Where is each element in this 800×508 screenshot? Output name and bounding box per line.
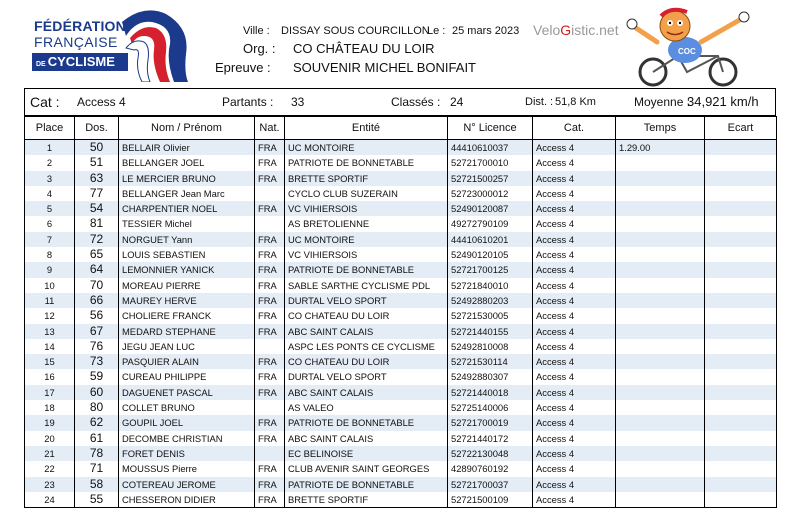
cell-cat: Access 4: [533, 155, 616, 170]
cell-place: 22: [25, 461, 75, 476]
cell-nat: FRA: [255, 385, 285, 400]
org-value: CO CHÂTEAU DU LOIR: [293, 41, 435, 56]
cell-cat: Access 4: [533, 324, 616, 339]
cell-cat: Access 4: [533, 232, 616, 247]
cell-nom-prenom: BELLAIR Olivier: [119, 140, 255, 156]
cell-place: 24: [25, 492, 75, 508]
col-header-temps: Temps: [616, 117, 705, 140]
cell-place: 18: [25, 400, 75, 415]
table-row: [25, 216, 777, 231]
velogistic-brand: VeloGistic.net: [533, 22, 619, 38]
cell-place: 8: [25, 247, 75, 262]
cell-dossard: 70: [75, 278, 119, 293]
cell-licence: 52721440155: [448, 324, 533, 339]
cell-licence: 52490120105: [448, 247, 533, 262]
cell-temps: [616, 232, 705, 247]
cell-entite: CO CHATEAU DU LOIR: [285, 354, 448, 369]
cell-ecart: [705, 293, 777, 308]
cell-nat: [255, 446, 285, 461]
cell-ecart: [705, 354, 777, 369]
table-row: [25, 247, 777, 262]
cell-entite: CLUB AVENIR SAINT GEORGES: [285, 461, 448, 476]
org-label: Org. :: [243, 41, 276, 56]
cell-entite: PATRIOTE DE BONNETABLE: [285, 155, 448, 170]
col-header-cat: Cat.: [533, 117, 616, 140]
cell-licence: 52721700019: [448, 415, 533, 430]
cell-ecart: [705, 140, 777, 156]
cell-ecart: [705, 201, 777, 216]
cell-temps: [616, 446, 705, 461]
cell-nat: FRA: [255, 431, 285, 446]
cell-nom-prenom: DECOMBE CHRISTIAN: [119, 431, 255, 446]
cell-entite: DURTAL VELO SPORT: [285, 293, 448, 308]
cell-temps: [616, 354, 705, 369]
table-row: [25, 140, 777, 156]
cell-nat: FRA: [255, 155, 285, 170]
cell-cat: Access 4: [533, 492, 616, 508]
cell-nat: FRA: [255, 171, 285, 186]
classes-value: 24: [450, 95, 464, 109]
cell-dossard: 66: [75, 293, 119, 308]
cell-nom-prenom: CHOLIERE FRANCK: [119, 308, 255, 323]
cell-ecart: [705, 308, 777, 323]
race-stats-bar: [24, 88, 776, 116]
date-label: Le :: [427, 25, 446, 37]
cell-cat: Access 4: [533, 400, 616, 415]
cell-entite: PATRIOTE DE BONNETABLE: [285, 477, 448, 492]
cell-dossard: 67: [75, 324, 119, 339]
cyclist-mascot-icon: [623, 6, 753, 88]
col-header-licence: N° Licence: [448, 117, 533, 140]
ville-label: Ville :: [243, 25, 270, 37]
cell-ecart: [705, 155, 777, 170]
cell-entite: AS BRETOLIENNE: [285, 216, 448, 231]
cell-cat: Access 4: [533, 477, 616, 492]
col-header-dossard: Dos.: [75, 117, 119, 140]
cell-temps: [616, 308, 705, 323]
cell-licence: 52721700010: [448, 155, 533, 170]
cell-licence: 52721500109: [448, 492, 533, 508]
table-row: [25, 232, 777, 247]
partants-label: Partants :: [222, 95, 274, 109]
cell-entite: DURTAL VELO SPORT: [285, 369, 448, 384]
cell-dossard: 64: [75, 262, 119, 277]
table-header-row: [25, 117, 777, 140]
cell-licence: 52721440172: [448, 431, 533, 446]
cell-entite: ABC SAINT CALAIS: [285, 385, 448, 400]
cell-nat: FRA: [255, 232, 285, 247]
dist-value: 51,8 Km: [555, 96, 596, 108]
cell-licence: 52492810008: [448, 339, 533, 354]
cell-cat: Access 4: [533, 339, 616, 354]
cell-nat: FRA: [255, 308, 285, 323]
cell-licence: 52721700125: [448, 262, 533, 277]
cell-entite: VC VIHIERSOIS: [285, 247, 448, 262]
cell-temps: [616, 155, 705, 170]
cell-cat: Access 4: [533, 201, 616, 216]
cell-dossard: 59: [75, 369, 119, 384]
cell-nat: FRA: [255, 278, 285, 293]
cell-nat: FRA: [255, 369, 285, 384]
cell-entite: ASPC LES PONTS CE CYCLISME: [285, 339, 448, 354]
cell-place: 12: [25, 308, 75, 323]
cell-dossard: 55: [75, 492, 119, 508]
epreuve-label: Epreuve :: [215, 60, 271, 75]
cell-place: 14: [25, 339, 75, 354]
col-header-ecart: Ecart: [705, 117, 777, 140]
cell-ecart: [705, 492, 777, 508]
cell-cat: Access 4: [533, 278, 616, 293]
cell-place: 19: [25, 415, 75, 430]
cell-licence: 52490120087: [448, 201, 533, 216]
cell-nom-prenom: DAGUENET PASCAL: [119, 385, 255, 400]
cell-nom-prenom: CHARPENTIER NOEL: [119, 201, 255, 216]
col-header-nat: Nat.: [255, 117, 285, 140]
cat-value: Access 4: [77, 95, 126, 109]
cell-nat: FRA: [255, 415, 285, 430]
table-row: [25, 324, 777, 339]
cell-cat: Access 4: [533, 171, 616, 186]
table-row: [25, 262, 777, 277]
cell-nom-prenom: COLLET BRUNO: [119, 400, 255, 415]
col-header-nom-prenom: Nom / Prénom: [119, 117, 255, 140]
table-row: [25, 492, 777, 508]
cell-place: 13: [25, 324, 75, 339]
cell-dossard: 77: [75, 186, 119, 201]
table-row: [25, 293, 777, 308]
cell-cat: Access 4: [533, 140, 616, 156]
cell-place: 9: [25, 262, 75, 277]
logo-band-prefix: DE: [36, 61, 46, 68]
cell-nom-prenom: FORET DENIS: [119, 446, 255, 461]
cell-nat: FRA: [255, 201, 285, 216]
cell-temps: [616, 293, 705, 308]
cell-cat: Access 4: [533, 308, 616, 323]
cell-entite: ABC SAINT CALAIS: [285, 431, 448, 446]
cell-entite: ABC SAINT CALAIS: [285, 324, 448, 339]
cell-dossard: 76: [75, 339, 119, 354]
cell-nom-prenom: LEMONNIER YANICK: [119, 262, 255, 277]
logo-band: [32, 53, 128, 71]
cell-ecart: [705, 369, 777, 384]
moyenne-label: Moyenne :: [634, 95, 691, 109]
cell-dossard: 60: [75, 385, 119, 400]
table-row: [25, 186, 777, 201]
cell-ecart: [705, 324, 777, 339]
logo-band-text: CYCLISME: [47, 54, 115, 69]
table-row: [25, 446, 777, 461]
cell-dossard: 58: [75, 477, 119, 492]
cell-entite: SABLE SARTHE CYCLISME PDL: [285, 278, 448, 293]
cell-nat: FRA: [255, 262, 285, 277]
cell-nom-prenom: MAUREY HERVE: [119, 293, 255, 308]
cell-place: 23: [25, 477, 75, 492]
cell-ecart: [705, 186, 777, 201]
table-row: [25, 461, 777, 476]
cell-dossard: 51: [75, 155, 119, 170]
table-row: [25, 369, 777, 384]
cell-temps: [616, 461, 705, 476]
cell-ecart: [705, 415, 777, 430]
cell-temps: 1.29.00: [616, 140, 705, 156]
col-header-entite: Entité: [285, 117, 448, 140]
cell-cat: Access 4: [533, 385, 616, 400]
cell-nom-prenom: MOUSSUS Pierre: [119, 461, 255, 476]
cell-dossard: 78: [75, 446, 119, 461]
cell-nom-prenom: CHESSERON DIDIER: [119, 492, 255, 508]
cell-place: 5: [25, 201, 75, 216]
cell-licence: 52492880203: [448, 293, 533, 308]
cell-place: 21: [25, 446, 75, 461]
cell-place: 17: [25, 385, 75, 400]
cell-dossard: 65: [75, 247, 119, 262]
cell-dossard: 54: [75, 201, 119, 216]
cell-nom-prenom: NORGUET Yann: [119, 232, 255, 247]
table-row: [25, 400, 777, 415]
cell-cat: Access 4: [533, 216, 616, 231]
cell-ecart: [705, 446, 777, 461]
table-row: [25, 278, 777, 293]
logo-line-2: FRANÇAISE: [34, 34, 118, 50]
cell-dossard: 71: [75, 461, 119, 476]
cell-entite: CO CHATEAU DU LOIR: [285, 308, 448, 323]
moyenne-value: 34,921 km/h: [687, 94, 759, 109]
cell-temps: [616, 385, 705, 400]
classes-label: Classés :: [391, 95, 441, 109]
cell-nom-prenom: LOUIS SEBASTIEN: [119, 247, 255, 262]
cell-place: 20: [25, 431, 75, 446]
cell-place: 1: [25, 140, 75, 156]
cell-nom-prenom: CUREAU PHILIPPE: [119, 369, 255, 384]
cell-licence: 52722130048: [448, 446, 533, 461]
cell-temps: [616, 492, 705, 508]
cell-entite: BRETTE SPORTIF: [285, 171, 448, 186]
cell-place: 7: [25, 232, 75, 247]
cell-entite: PATRIOTE DE BONNETABLE: [285, 415, 448, 430]
table-row: [25, 354, 777, 369]
cell-place: 15: [25, 354, 75, 369]
cell-entite: CYCLO CLUB SUZERAIN: [285, 186, 448, 201]
dist-label: Dist. :: [525, 96, 554, 108]
cell-temps: [616, 262, 705, 277]
cell-temps: [616, 186, 705, 201]
cell-nat: FRA: [255, 477, 285, 492]
cell-ecart: [705, 171, 777, 186]
cell-entite: UC MONTOIRE: [285, 232, 448, 247]
table-row: [25, 155, 777, 170]
cell-cat: Access 4: [533, 461, 616, 476]
cell-licence: 44410610201: [448, 232, 533, 247]
cell-cat: Access 4: [533, 293, 616, 308]
cell-nom-prenom: TESSIER Michel: [119, 216, 255, 231]
cell-place: 3: [25, 171, 75, 186]
cell-dossard: 56: [75, 308, 119, 323]
results-table: [24, 116, 777, 508]
cell-entite: PATRIOTE DE BONNETABLE: [285, 262, 448, 277]
cell-nat: FRA: [255, 247, 285, 262]
cell-dossard: 73: [75, 354, 119, 369]
cell-nat: [255, 186, 285, 201]
cell-nat: FRA: [255, 140, 285, 156]
cell-entite: UC MONTOIRE: [285, 140, 448, 156]
cell-place: 4: [25, 186, 75, 201]
cell-temps: [616, 369, 705, 384]
cell-dossard: 61: [75, 431, 119, 446]
cell-licence: 49272790109: [448, 216, 533, 231]
cell-nom-prenom: GOUPIL JOEL: [119, 415, 255, 430]
cell-temps: [616, 431, 705, 446]
cell-ecart: [705, 262, 777, 277]
cell-temps: [616, 415, 705, 430]
cell-ecart: [705, 278, 777, 293]
partants-value: 33: [291, 95, 305, 109]
cell-dossard: 80: [75, 400, 119, 415]
cell-temps: [616, 324, 705, 339]
ville-value: DISSAY SOUS COURCILLON: [281, 25, 430, 37]
cell-dossard: 81: [75, 216, 119, 231]
cell-temps: [616, 278, 705, 293]
table-row: [25, 477, 777, 492]
cell-nom-prenom: MEDARD STEPHANE: [119, 324, 255, 339]
cell-licence: 52721530114: [448, 354, 533, 369]
table-row: [25, 171, 777, 186]
cell-cat: Access 4: [533, 415, 616, 430]
cell-licence: 52721500257: [448, 171, 533, 186]
cell-dossard: 63: [75, 171, 119, 186]
cell-licence: 52721840010: [448, 278, 533, 293]
cell-licence: 52492880307: [448, 369, 533, 384]
logo-line-1: FÉDÉRATION: [34, 18, 126, 34]
cell-dossard: 72: [75, 232, 119, 247]
table-row: [25, 415, 777, 430]
cell-licence: 42890760192: [448, 461, 533, 476]
cell-ecart: [705, 461, 777, 476]
cell-temps: [616, 477, 705, 492]
cell-ecart: [705, 477, 777, 492]
cell-nat: FRA: [255, 324, 285, 339]
cell-cat: Access 4: [533, 369, 616, 384]
col-header-place: Place: [25, 117, 75, 140]
cell-temps: [616, 216, 705, 231]
cell-temps: [616, 247, 705, 262]
cell-nom-prenom: PASQUIER ALAIN: [119, 354, 255, 369]
cell-nat: FRA: [255, 354, 285, 369]
cell-place: 2: [25, 155, 75, 170]
svg-text:COC: COC: [678, 47, 696, 56]
cell-place: 10: [25, 278, 75, 293]
cell-ecart: [705, 400, 777, 415]
cell-temps: [616, 201, 705, 216]
cell-cat: Access 4: [533, 247, 616, 262]
cell-nom-prenom: JEGU JEAN LUC: [119, 339, 255, 354]
cell-ecart: [705, 385, 777, 400]
cell-ecart: [705, 431, 777, 446]
cell-nat: FRA: [255, 293, 285, 308]
cell-temps: [616, 400, 705, 415]
table-row: [25, 201, 777, 216]
cell-cat: Access 4: [533, 186, 616, 201]
cat-label: Cat :: [30, 94, 60, 110]
cell-ecart: [705, 216, 777, 231]
cell-cat: Access 4: [533, 446, 616, 461]
cell-nom-prenom: BELLANGER JOEL: [119, 155, 255, 170]
cell-nat: [255, 339, 285, 354]
cell-licence: 52721440018: [448, 385, 533, 400]
cell-place: 11: [25, 293, 75, 308]
cell-cat: Access 4: [533, 262, 616, 277]
table-row: [25, 339, 777, 354]
epreuve-value: SOUVENIR MICHEL BONIFAIT: [293, 60, 476, 75]
cell-nat: FRA: [255, 461, 285, 476]
cell-dossard: 50: [75, 140, 119, 156]
cell-licence: 52721700037: [448, 477, 533, 492]
date-value: 25 mars 2023: [452, 25, 520, 37]
table-row: [25, 308, 777, 323]
cell-place: 16: [25, 369, 75, 384]
cell-place: 6: [25, 216, 75, 231]
cell-entite: AS VALEO: [285, 400, 448, 415]
cell-entite: EC BELINOISE: [285, 446, 448, 461]
cell-entite: VC VIHIERSOIS: [285, 201, 448, 216]
table-row: [25, 431, 777, 446]
cell-licence: 52721530005: [448, 308, 533, 323]
ffc-logo: [26, 8, 194, 82]
cell-ecart: [705, 247, 777, 262]
cell-nat: FRA: [255, 492, 285, 508]
cell-ecart: [705, 232, 777, 247]
cell-cat: Access 4: [533, 354, 616, 369]
table-row: [25, 385, 777, 400]
cell-nom-prenom: LE MERCIER BRUNO: [119, 171, 255, 186]
cell-temps: [616, 171, 705, 186]
cell-cat: Access 4: [533, 431, 616, 446]
cell-dossard: 62: [75, 415, 119, 430]
cell-licence: 52723000012: [448, 186, 533, 201]
cell-nom-prenom: BELLANGER Jean Marc: [119, 186, 255, 201]
cell-ecart: [705, 339, 777, 354]
cell-licence: 52725140006: [448, 400, 533, 415]
cell-nat: [255, 400, 285, 415]
cell-nom-prenom: MOREAU PIERRE: [119, 278, 255, 293]
cell-licence: 44410610037: [448, 140, 533, 156]
cell-temps: [616, 339, 705, 354]
cell-entite: BRETTE SPORTIF: [285, 492, 448, 508]
cell-nat: [255, 216, 285, 231]
cell-nom-prenom: COTEREAU JEROME: [119, 477, 255, 492]
